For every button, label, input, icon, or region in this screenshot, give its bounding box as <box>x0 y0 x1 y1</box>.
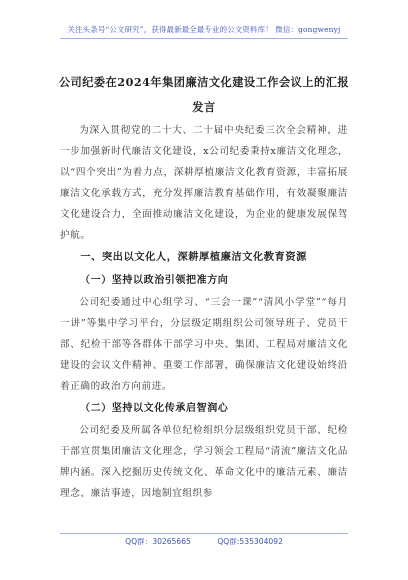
footer-qq-group-2: QQ群:535304092 <box>217 537 283 546</box>
subsection-2-paragraph: 公司纪委及所属各单位纪检组织分层级组织党员干部、纪检干部宣贯集团廉洁文化理念，学习领会工程局“清流”廉洁文化品牌内涵。深入挖掘历史传统文化、革命文化中的廉洁元素、廉洁理念、廉洁事迹，因地制宜组织参 <box>60 425 348 499</box>
document-title: 公司纪委在2024年集团廉洁文化建设工作会议上的汇报发言 <box>58 75 350 114</box>
header-banner: 关注头条号“公文研究”，获得最新最全最专业的公文资料库！ 微信：gongwenyj <box>67 25 341 34</box>
document-body <box>60 120 348 504</box>
footer-qq-group-1: QQ群：30265665 <box>125 537 191 546</box>
footer <box>0 536 408 547</box>
header-divider <box>60 38 348 39</box>
section-1-heading: 一、突出以文化人，深耕厚植廉洁文化教育资源 <box>80 251 307 263</box>
subsection-1-heading: （一）坚持以政治引领把准方向 <box>80 275 229 286</box>
subsection-2-heading: （二）坚持以文化传承启智润心 <box>80 403 229 414</box>
footer-divider <box>60 533 348 534</box>
intro-paragraph: 为深入贯彻党的二十大、二十届中央纪委三次全会精神，进一步加强新时代廉洁文化建设，x公司纪委秉持x廉洁文化理念，以“四个突出”为着力点，深耕厚植廉洁文化教育资源，丰富拓展廉洁文化承载方式，充分发挥廉洁教育基础作用，有效凝聚廉洁文化建设合力，全面推动廉洁文化建设，为企业的健康发展保驾护航。 <box>60 125 348 241</box>
subsection-1-paragraph: 公司纪委通过中心组学习、“三会一课”“清风小学堂”“每月一讲”等集中学习平台，分层级定期组织公司领导班子、党员干部、纪检干部等各群体干部学习中央、集团、工程局对廉洁文化建设的会议文件精神、重要工作部署，确保廉洁文化建设始终沿着正确的政治方向前进。 <box>60 297 348 392</box>
